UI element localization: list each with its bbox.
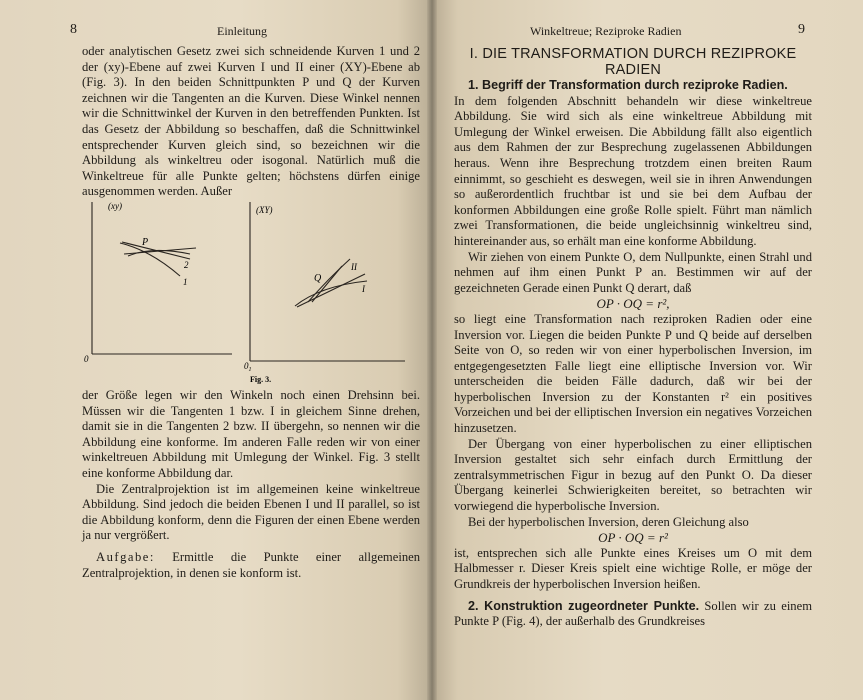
task-text: Ermittle die Punkte einer allgemeinen Zentralprojektion, in denen sie konform ist. (82, 549, 420, 580)
right-axis-label: (XY) (256, 205, 273, 215)
left-body-bottom (82, 388, 420, 581)
section-2-text: Sollen wir zu einem Punkte P (Fig. 4), der außerhalb des Grundkreises (454, 598, 812, 629)
section-1-title: 1. Begriff der Transformation durch reziproke Radien. (468, 78, 788, 92)
chapter-title: I. DIE TRANSFORMATION DURCH REZIPROKE RADIEN (469, 46, 797, 78)
figure-caption: Fig. 3. (250, 375, 272, 384)
book-gutter (427, 0, 437, 700)
paragraph: so liegt eine Transformation nach reziproken Radien oder eine Inversion vor. Liegen die beiden Punkte P und Q beide auf derselben Seite von O, so reden wir von einer hyperbolischen Inversion, im entgegengesetzten Falle liegt eine elliptische Inversion vor. Wir unterscheiden die beiden Fälle dadurch, daß wir bei der hyperbolischen Inversion zu der Konstanten r² ein positives Vorzeichen und bei der elliptischen Inversion ein negatives Vorzeichen hinzusetzen. (454, 311, 812, 436)
left-body-top (82, 44, 420, 200)
paragraph: ist, entsprechen sich alle Punkte eines Kreises um O mit dem Halbmesser r. Dieser Kreis spielt eine wichtige Rolle, er möge der Grundkreis der hyperbolischen Inversion heißen. (454, 545, 812, 591)
figure-3 (80, 196, 420, 386)
tangent-Q-2 (312, 266, 342, 302)
formula-1: OP · OQ = r², (596, 296, 670, 312)
section-2-paragraph (454, 599, 812, 630)
task-label: Aufgabe: (96, 549, 155, 564)
running-head: Einleitung (217, 24, 267, 38)
right-page (432, 0, 863, 700)
page-number: 8 (70, 22, 77, 37)
paragraph: In dem folgenden Abschnitt behandeln wir diese winkeltreue Abbildung. Sie wird sich als eine winkeltreue Abbildung mit Umlegung der Winkel erweisen. Die Abbildung fällt also eigentlich aus dem Rahmen der zur Besprechung zugelassenen Abbildungen heraus. Wenn ihre Besprechung trotzdem einen breiten Raum einnimmt, so geschieht es deswegen, weil sie in ihren Anwendungen so außerordentlich fruchtbar ist und sie bei dem Aufbau der konformen Abbildungen eine große Rolle spielt. Führt man nämlich zwei Transformationen, die beide ungleichsinnig winkeltreu sind, hintereinander aus, so erhält man eine konforme Abbildung. (454, 93, 812, 248)
point-P-label: P (142, 237, 149, 248)
running-head: Winkeltreue; Reziproke Radien (530, 24, 682, 38)
origin-left-label: 0 (84, 354, 89, 364)
page-number: 9 (798, 22, 805, 37)
right-body (454, 46, 812, 630)
task-paragraph (82, 550, 420, 581)
paragraph: Bei der hyperbolischen Inversion, deren Gleichung also (468, 514, 749, 529)
origin-right-label: $0_1$ (244, 361, 252, 373)
curve-1-label: 1 (183, 277, 188, 287)
paragraph: Der Übergang von einer hyperbolischen zu einer elliptischen Inversion gestaltet sich sehr einfach durch Ermittlung der zentralsymmetrischen Figur in bezug auf den Punkt O. Da dieser Übergang keinerlei Schwierigkeiten bereitet, so betrachten wir vorwiegend die hyperbolische Inversion. (454, 436, 812, 514)
curve-1 (120, 243, 180, 276)
curve-2-label: 2 (184, 260, 189, 270)
tangent-P-1 (122, 242, 190, 259)
paragraph: Wir ziehen von einem Punkte O, dem Nullpunkte, einen Strahl und nehmen auf ihm einen Punkt P an. Bestimmen wir auf der gezeichneten Gerade einen Punkt Q derart, daß (454, 249, 812, 295)
formula-2: OP · OQ = r² (598, 530, 668, 546)
paragraph: Die Zentralprojektion ist im allgemeinen keine winkeltreue Abbildung. Sind jedoch die beiden Ebenen I und II parallel, so ist die Abbildung konform, denn die Figuren der einen Ebene werden ja nur vergrößert. (82, 481, 420, 543)
paragraph: der Größe legen wir den Winkeln noch einen Drehsinn bei. Müssen wir die Tangenten 1 bzw. I in gleichem Sinne drehen, damit sie in die Tangenten 2 bzw. II übergehn, so nennen wir die Abbildung eine konforme. Im anderen Falle reden wir von einer winkeltreuen Abbildung mit Umlegung der Winkel. Fig. 3 stellt eine konforme Abbildung dar. (82, 388, 420, 480)
point-Q-label: Q (314, 273, 322, 284)
curve-I-label: I (362, 284, 365, 294)
left-axis-label: (xy) (108, 201, 122, 211)
paragraph: oder analytischen Gesetz zwei sich schneidende Kurven 1 und 2 der (xy)-Ebene auf zwei Kurven I und II einer (XY)-Ebene ab (Fig. 3). In den beiden Schnittpunkten P und Q der Kurven zeichnen wir die Tangenten an die Kurven. Diese Winkel nennen wir die Schnittwinkel der Kurven in den betreffenden Punkten. Ist das Gesetz der Abbildung so beschaffen, daß die Schnittwinkel entsprechender Kurven gleich sind, so bezeichnen wir die Abbildung als winkeltreu oder isogonal. Natürlich muß die Winkeltreue für alle Punkte gelten; höchstens dürfen einige ausgenommen werden. Außer (82, 44, 420, 199)
curve-II-label: II (351, 262, 357, 272)
section-2-title: 2. Konstruktion zugeordneter Punkte. (468, 598, 700, 613)
